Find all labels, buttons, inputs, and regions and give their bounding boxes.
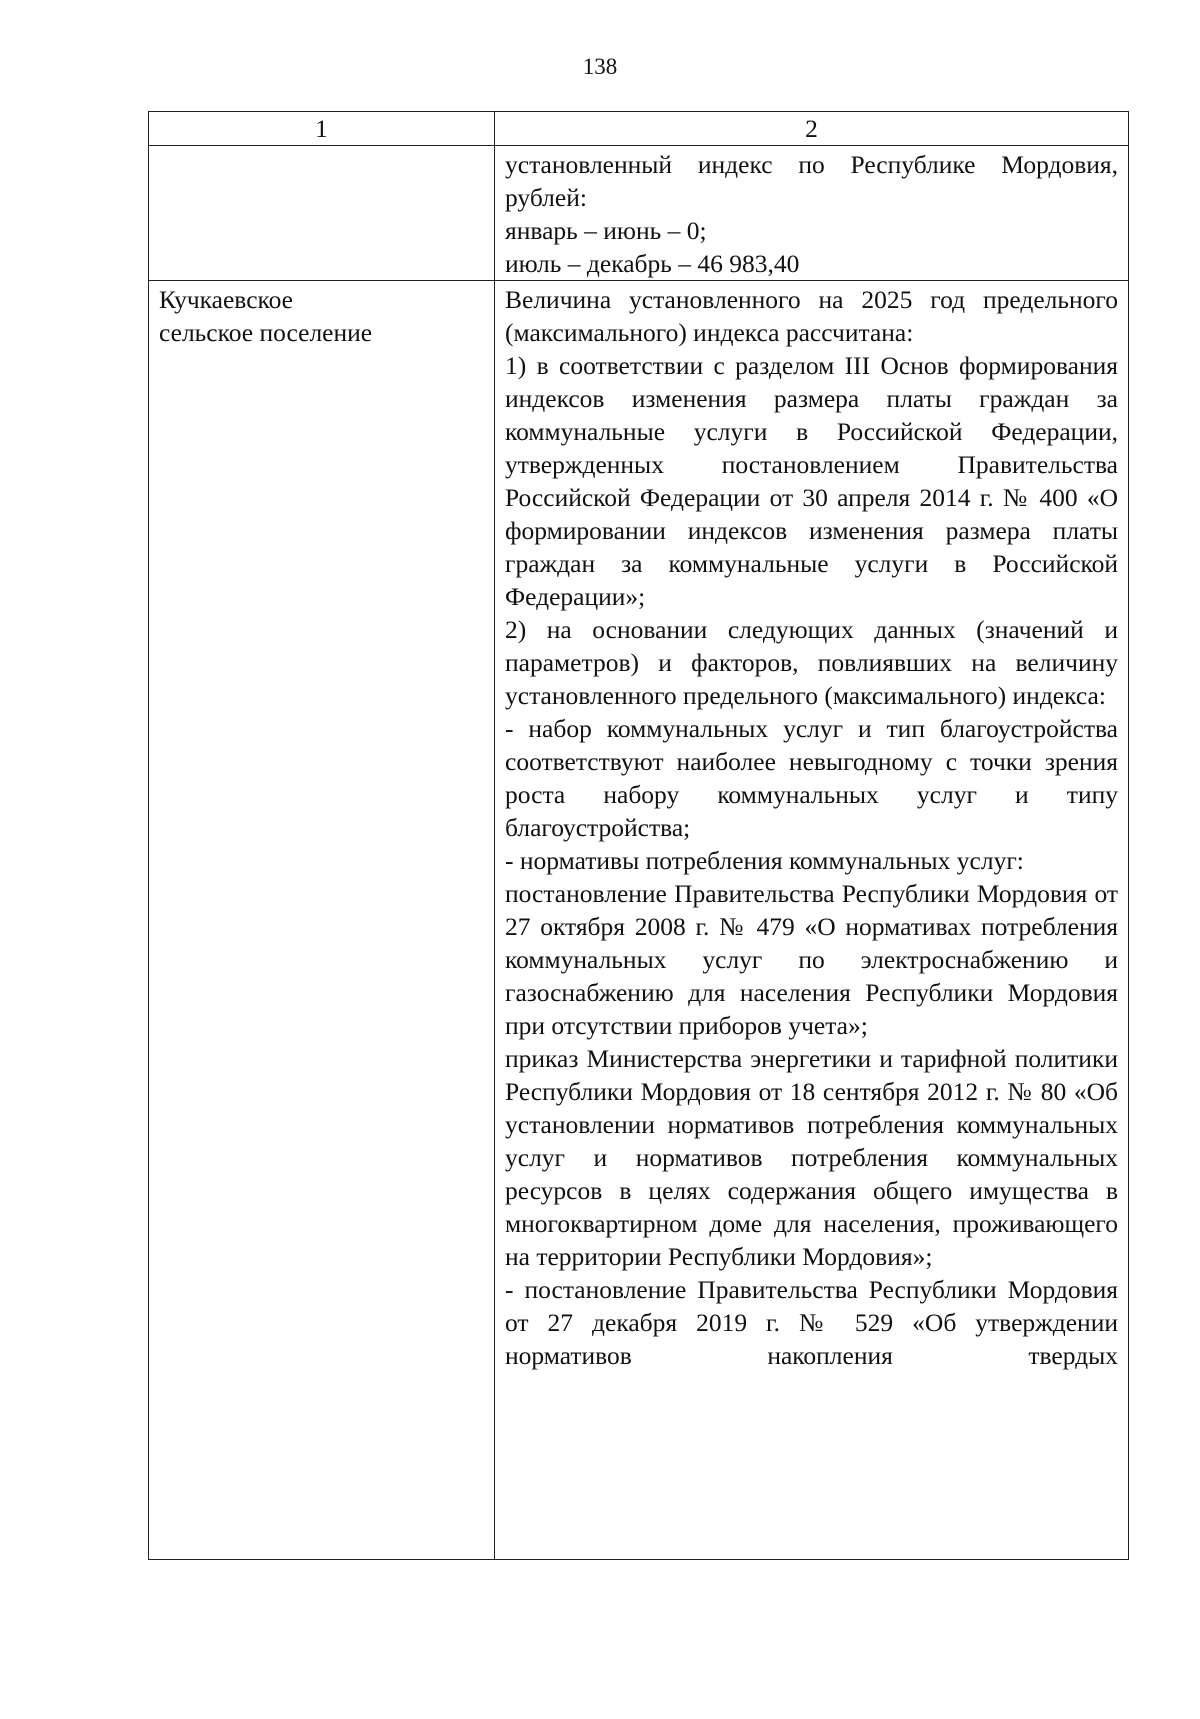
table-row-continuation	[149, 146, 1129, 281]
index-second-half: июль – декабрь – 46 983,40	[505, 249, 800, 278]
index-first-half: январь – июнь – 0;	[505, 216, 707, 245]
paragraph: постановление Правительства Республики Мордовия от 27 октября 2008 г. № 479 «О нормативах потребления коммунальных услуг по электроснабжению и газоснабжению для населения Республики Мордовия при отсутствии приборов учета»;	[505, 879, 1118, 1040]
paragraph: Величина установленного на 2025 год предельного (максимального) индекса рассчитана:	[505, 285, 1118, 347]
column-header-2: 2	[495, 112, 1129, 146]
paragraph: - нормативы потребления коммунальных услуг:	[505, 846, 1024, 875]
paragraph: 1) в соответствии с разделом III Основ формирования индексов изменения размера платы граждан за коммунальные услуги в Российской Федерации, утвержденных постановлением Правительства Российской Федерации от 30 апреля 2014 г. № 400 «О формировании индексов изменения размера платы граждан за коммунальные услуги в Российской Федерации»;	[505, 351, 1118, 611]
settlement-name-line2: сельское поселение	[159, 318, 373, 347]
paragraph: 2) на основании следующих данных (значений и параметров) и факторов, повлиявших на величину установленного предельного (максимального) индекса:	[505, 615, 1118, 710]
paragraph: - постановление Правительства Республики Мордовия от 27 декабря 2019 г. № 529 «Об утверждении нормативов накопления твердых	[505, 1275, 1118, 1370]
index-description: установленный индекс по Республике Мордовия, рублей:	[505, 150, 1118, 212]
column-header-1: 1	[149, 112, 495, 146]
index-table	[148, 111, 1129, 1560]
settlement-details-cell	[495, 281, 1129, 1560]
page-number: 138	[582, 54, 618, 79]
table-row-settlement	[149, 281, 1129, 1560]
empty-cell	[149, 146, 495, 281]
paragraph: - набор коммунальных услуг и тип благоустройства соответствуют наиболее невыгодному с точки зрения роста набору коммунальных услуг и типу благоустройства;	[505, 714, 1118, 842]
paragraph: приказ Министерства энергетики и тарифной политики Республики Мордовия от 18 сентября 2012 г. № 80 «Об установлении нормативов потребления коммунальных услуг и нормативов потребления коммунальных ресурсов в целях содержания общего имущества в многоквартирном доме для населения, проживающего на территории Республики Мордовия»;	[505, 1044, 1118, 1271]
table-header-row	[149, 112, 1129, 146]
settlement-name-cell	[149, 281, 495, 1560]
continuation-cell	[495, 146, 1129, 281]
settlement-name-line1: Кучкаевское	[159, 285, 293, 314]
